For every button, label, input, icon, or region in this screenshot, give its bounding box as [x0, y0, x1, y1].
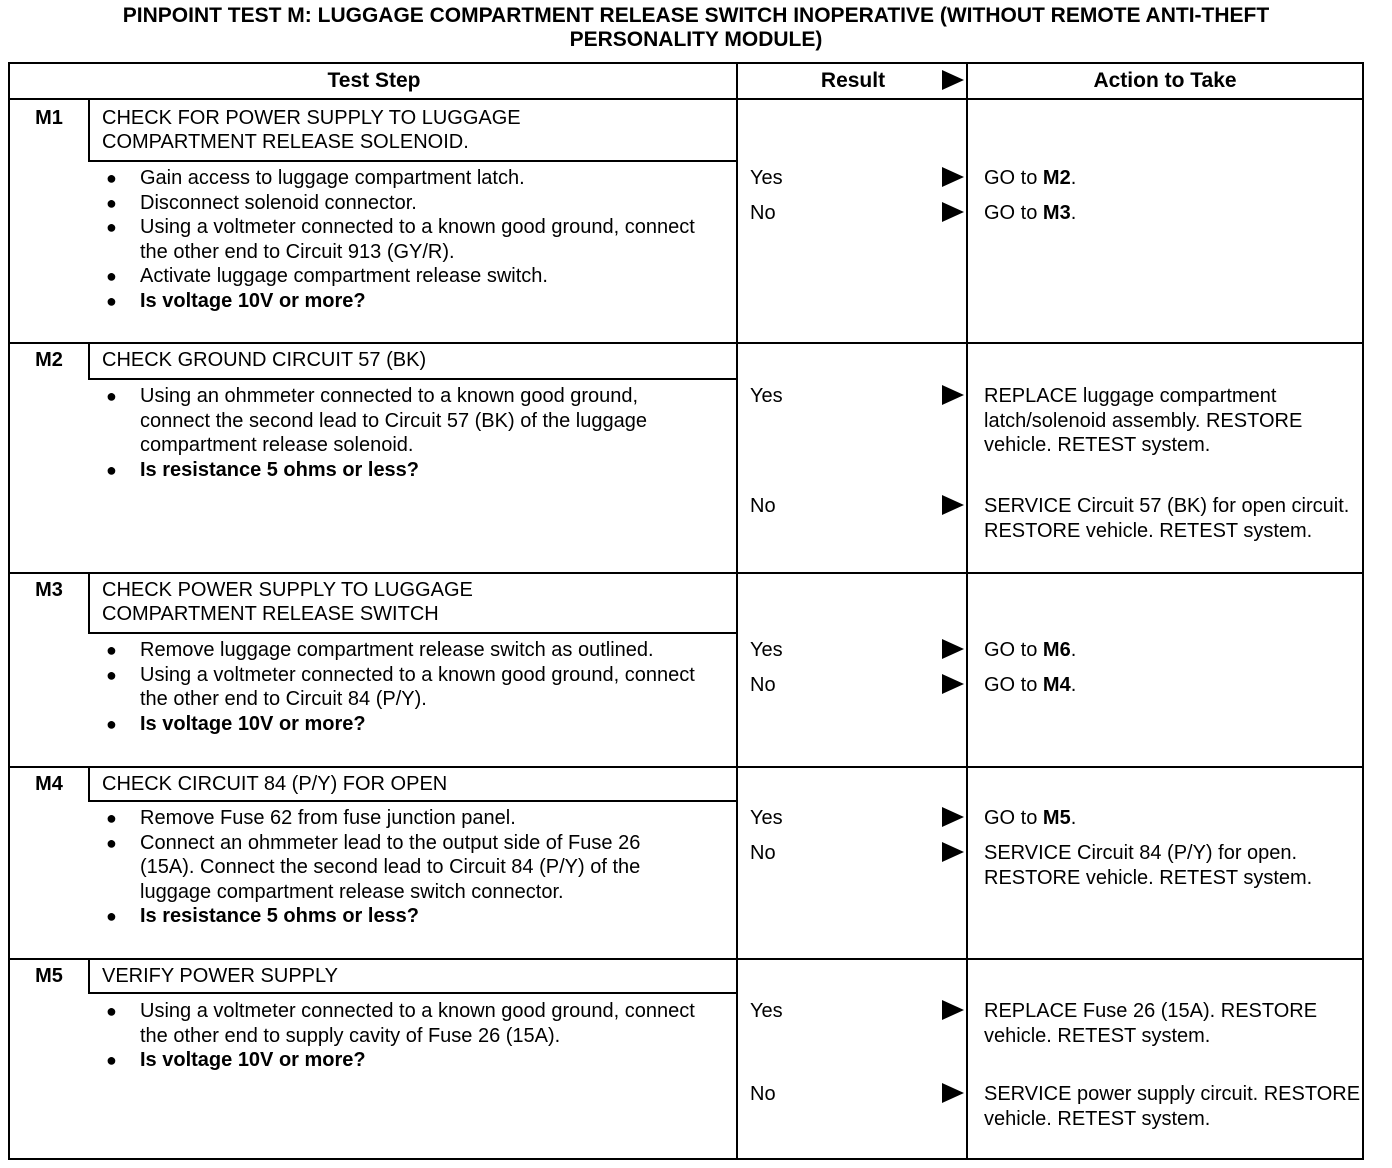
- result-yes: Yes: [750, 639, 783, 661]
- step-id: M3: [35, 579, 63, 601]
- bullet-icon: ●: [106, 664, 117, 685]
- action-text: GO to M2.: [984, 167, 1077, 189]
- instruction-text: Remove Fuse 62 from fuse junction panel.: [140, 807, 516, 829]
- action-text: REPLACE luggage compartment latch/solenoid assembly. RESTORE vehicle. RETEST system.: [984, 385, 1303, 456]
- step-title: [102, 772, 732, 796]
- result-yes: Yes: [750, 385, 783, 407]
- bullet-icon: ●: [106, 1001, 117, 1021]
- instruction-text: Is voltage 10V or more?: [140, 289, 366, 312]
- action-step-ref: M5: [1042, 807, 1071, 829]
- action-text: REPLACE Fuse 26 (15A). RESTORE vehicle. RETEST system.: [984, 1000, 1318, 1047]
- instruction-text: Using a voltmeter connected to a known good ground, connect the other end to Circuit 913 (GY/R).: [140, 216, 695, 263]
- step-instruction: [100, 215, 700, 264]
- step-title: [102, 348, 732, 372]
- step-title-line: CHECK GROUND CIRCUIT 57 (BK): [102, 349, 427, 371]
- arrow-right-icon: [942, 1083, 964, 1103]
- step-title-line: COMPARTMENT RELEASE SWITCH: [102, 603, 439, 625]
- bullet-icon: ●: [106, 290, 117, 311]
- step-id: M2: [35, 349, 63, 371]
- bullet-icon: ●: [106, 713, 117, 734]
- header-test-step: Test Step: [10, 64, 738, 100]
- arrow-right-icon: [942, 1000, 964, 1020]
- bullet-icon: ●: [106, 1050, 117, 1070]
- step-title-underline: [88, 632, 736, 634]
- bullet-icon: ●: [106, 217, 117, 237]
- step-id: M1: [35, 107, 63, 129]
- arrow-right-icon: [942, 807, 964, 827]
- step-title-line: CHECK FOR POWER SUPPLY TO LUGGAGE: [102, 107, 521, 129]
- bullet-icon: ●: [106, 640, 117, 660]
- action-step-ref: M6: [1042, 639, 1071, 661]
- step-question: [100, 712, 700, 737]
- bullet-icon: ●: [106, 192, 117, 213]
- arrow-right-icon: [942, 202, 964, 222]
- instruction-text: Using a voltmeter connected to a known good ground, connect the other end to supply cavity of Fuse 26 (15A).: [140, 1000, 695, 1047]
- header-arrow-icon: [942, 70, 964, 90]
- step-instructions: [100, 806, 700, 929]
- action-text: SERVICE Circuit 84 (P/Y) for open. RESTORE vehicle. RETEST system.: [984, 842, 1313, 889]
- step-title: [102, 578, 732, 626]
- row-separator: [10, 342, 1362, 344]
- step-id-divider: [88, 766, 90, 800]
- action-step-ref: M2: [1042, 167, 1071, 189]
- arrow-right-icon: [942, 167, 964, 187]
- step-title: [102, 106, 732, 154]
- result-yes: Yes: [750, 1000, 783, 1022]
- action-text: GO to M4.: [984, 674, 1077, 696]
- action-text: GO to M5.: [984, 807, 1077, 829]
- instruction-text: Is resistance 5 ohms or less?: [140, 458, 420, 481]
- step-question: [100, 1048, 700, 1073]
- arrow-right-icon: [942, 674, 964, 694]
- bullet-icon: ●: [106, 808, 117, 828]
- step-instructions: [100, 166, 700, 313]
- arrow-right-icon: [942, 495, 964, 515]
- action-text: SERVICE Circuit 57 (BK) for open circuit. RESTORE vehicle. RETEST system.: [984, 495, 1350, 542]
- instruction-text: Activate luggage compartment release switch.: [140, 265, 548, 287]
- step-instruction: [100, 264, 700, 289]
- divider-action: [966, 64, 968, 1158]
- step-instruction: [100, 999, 700, 1048]
- title-line-2: PERSONALITY MODULE): [569, 28, 823, 51]
- bullet-icon: ●: [106, 832, 117, 853]
- header-action: Action to Take: [968, 64, 1362, 100]
- result-no: No: [750, 1083, 776, 1105]
- row-separator: [10, 958, 1362, 960]
- step-question: [100, 289, 700, 314]
- action-text: SERVICE power supply circuit. RESTORE vehicle. RETEST system.: [984, 1083, 1361, 1130]
- step-instructions: [100, 999, 700, 1073]
- step-title-underline: [88, 160, 736, 162]
- title-line-1: PINPOINT TEST M: LUGGAGE COMPARTMENT RELEASE SWITCH INOPERATIVE (WITHOUT REMOTE ANTI-THEFT: [122, 4, 1270, 27]
- step-instructions: [100, 638, 700, 736]
- instruction-text: Disconnect solenoid connector.: [140, 191, 417, 214]
- instruction-text: Is resistance 5 ohms or less?: [140, 905, 420, 927]
- bullet-icon: ●: [106, 459, 117, 480]
- step-title-line: CHECK POWER SUPPLY TO LUGGAGE: [102, 579, 473, 601]
- action-text: GO to M6.: [984, 639, 1077, 661]
- action-step-ref: M4: [1042, 674, 1071, 696]
- page-title: [0, 4, 1392, 52]
- action-text: GO to M3.: [984, 202, 1077, 224]
- row-separator: [10, 766, 1362, 768]
- step-id-divider: [88, 100, 90, 160]
- bullet-icon: ●: [106, 168, 117, 188]
- step-id-divider: [88, 572, 90, 632]
- step-id-divider: [88, 342, 90, 378]
- action-step-ref: M3: [1042, 202, 1071, 224]
- step-title-line: VERIFY POWER SUPPLY: [102, 965, 338, 987]
- result-no: No: [750, 202, 776, 224]
- step-question: [100, 904, 700, 929]
- arrow-right-icon: [942, 639, 964, 659]
- header-result-label: Result: [820, 69, 886, 92]
- row-separator: [10, 572, 1362, 574]
- step-instructions: [100, 384, 700, 482]
- arrow-right-icon: [942, 385, 964, 405]
- step-instruction: [100, 384, 700, 458]
- step-title-underline: [88, 800, 736, 802]
- step-instruction: [100, 663, 700, 712]
- step-id: M4: [35, 773, 63, 795]
- instruction-text: Remove luggage compartment release switch as outlined.: [140, 639, 654, 661]
- header-result: [738, 64, 968, 100]
- pinpoint-test-table: [8, 62, 1364, 1160]
- instruction-text: Is voltage 10V or more?: [140, 1049, 366, 1071]
- result-no: No: [750, 495, 776, 517]
- step-instruction: [100, 191, 700, 216]
- step-instruction: [100, 831, 700, 905]
- step-title-underline: [88, 378, 736, 380]
- result-yes: Yes: [750, 807, 783, 829]
- instruction-text: Using an ohmmeter connected to a known good ground, connect the second lead to Circuit 57 (BK) of the luggage compartment release solenoid.: [140, 385, 647, 456]
- step-title-line: COMPARTMENT RELEASE SOLENOID.: [102, 131, 469, 153]
- instruction-text: Gain access to luggage compartment latch.: [140, 167, 525, 189]
- result-no: No: [750, 842, 776, 864]
- result-no: No: [750, 674, 776, 696]
- step-instruction: [100, 806, 700, 831]
- bullet-icon: ●: [106, 386, 117, 406]
- bullet-icon: ●: [106, 906, 117, 926]
- step-title-underline: [88, 992, 736, 994]
- step-title: [102, 964, 732, 988]
- instruction-text: Using a voltmeter connected to a known good ground, connect the other end to Circuit 84 (P/Y).: [140, 663, 695, 710]
- step-id-divider: [88, 958, 90, 992]
- step-instruction: [100, 638, 700, 663]
- instruction-text: Connect an ohmmeter lead to the output side of Fuse 26 (15A). Connect the second lead to Circuit 84 (P/Y) of the luggage compartment release switch connector.: [140, 831, 641, 903]
- step-question: [100, 458, 700, 483]
- divider-result: [736, 64, 738, 1158]
- arrow-right-icon: [942, 842, 964, 862]
- instruction-text: Is voltage 10V or more?: [140, 712, 366, 735]
- step-instruction: [100, 166, 700, 191]
- step-id: M5: [35, 965, 63, 987]
- step-title-line: CHECK CIRCUIT 84 (P/Y) FOR OPEN: [102, 773, 448, 795]
- result-yes: Yes: [750, 167, 783, 189]
- bullet-icon: ●: [106, 266, 117, 286]
